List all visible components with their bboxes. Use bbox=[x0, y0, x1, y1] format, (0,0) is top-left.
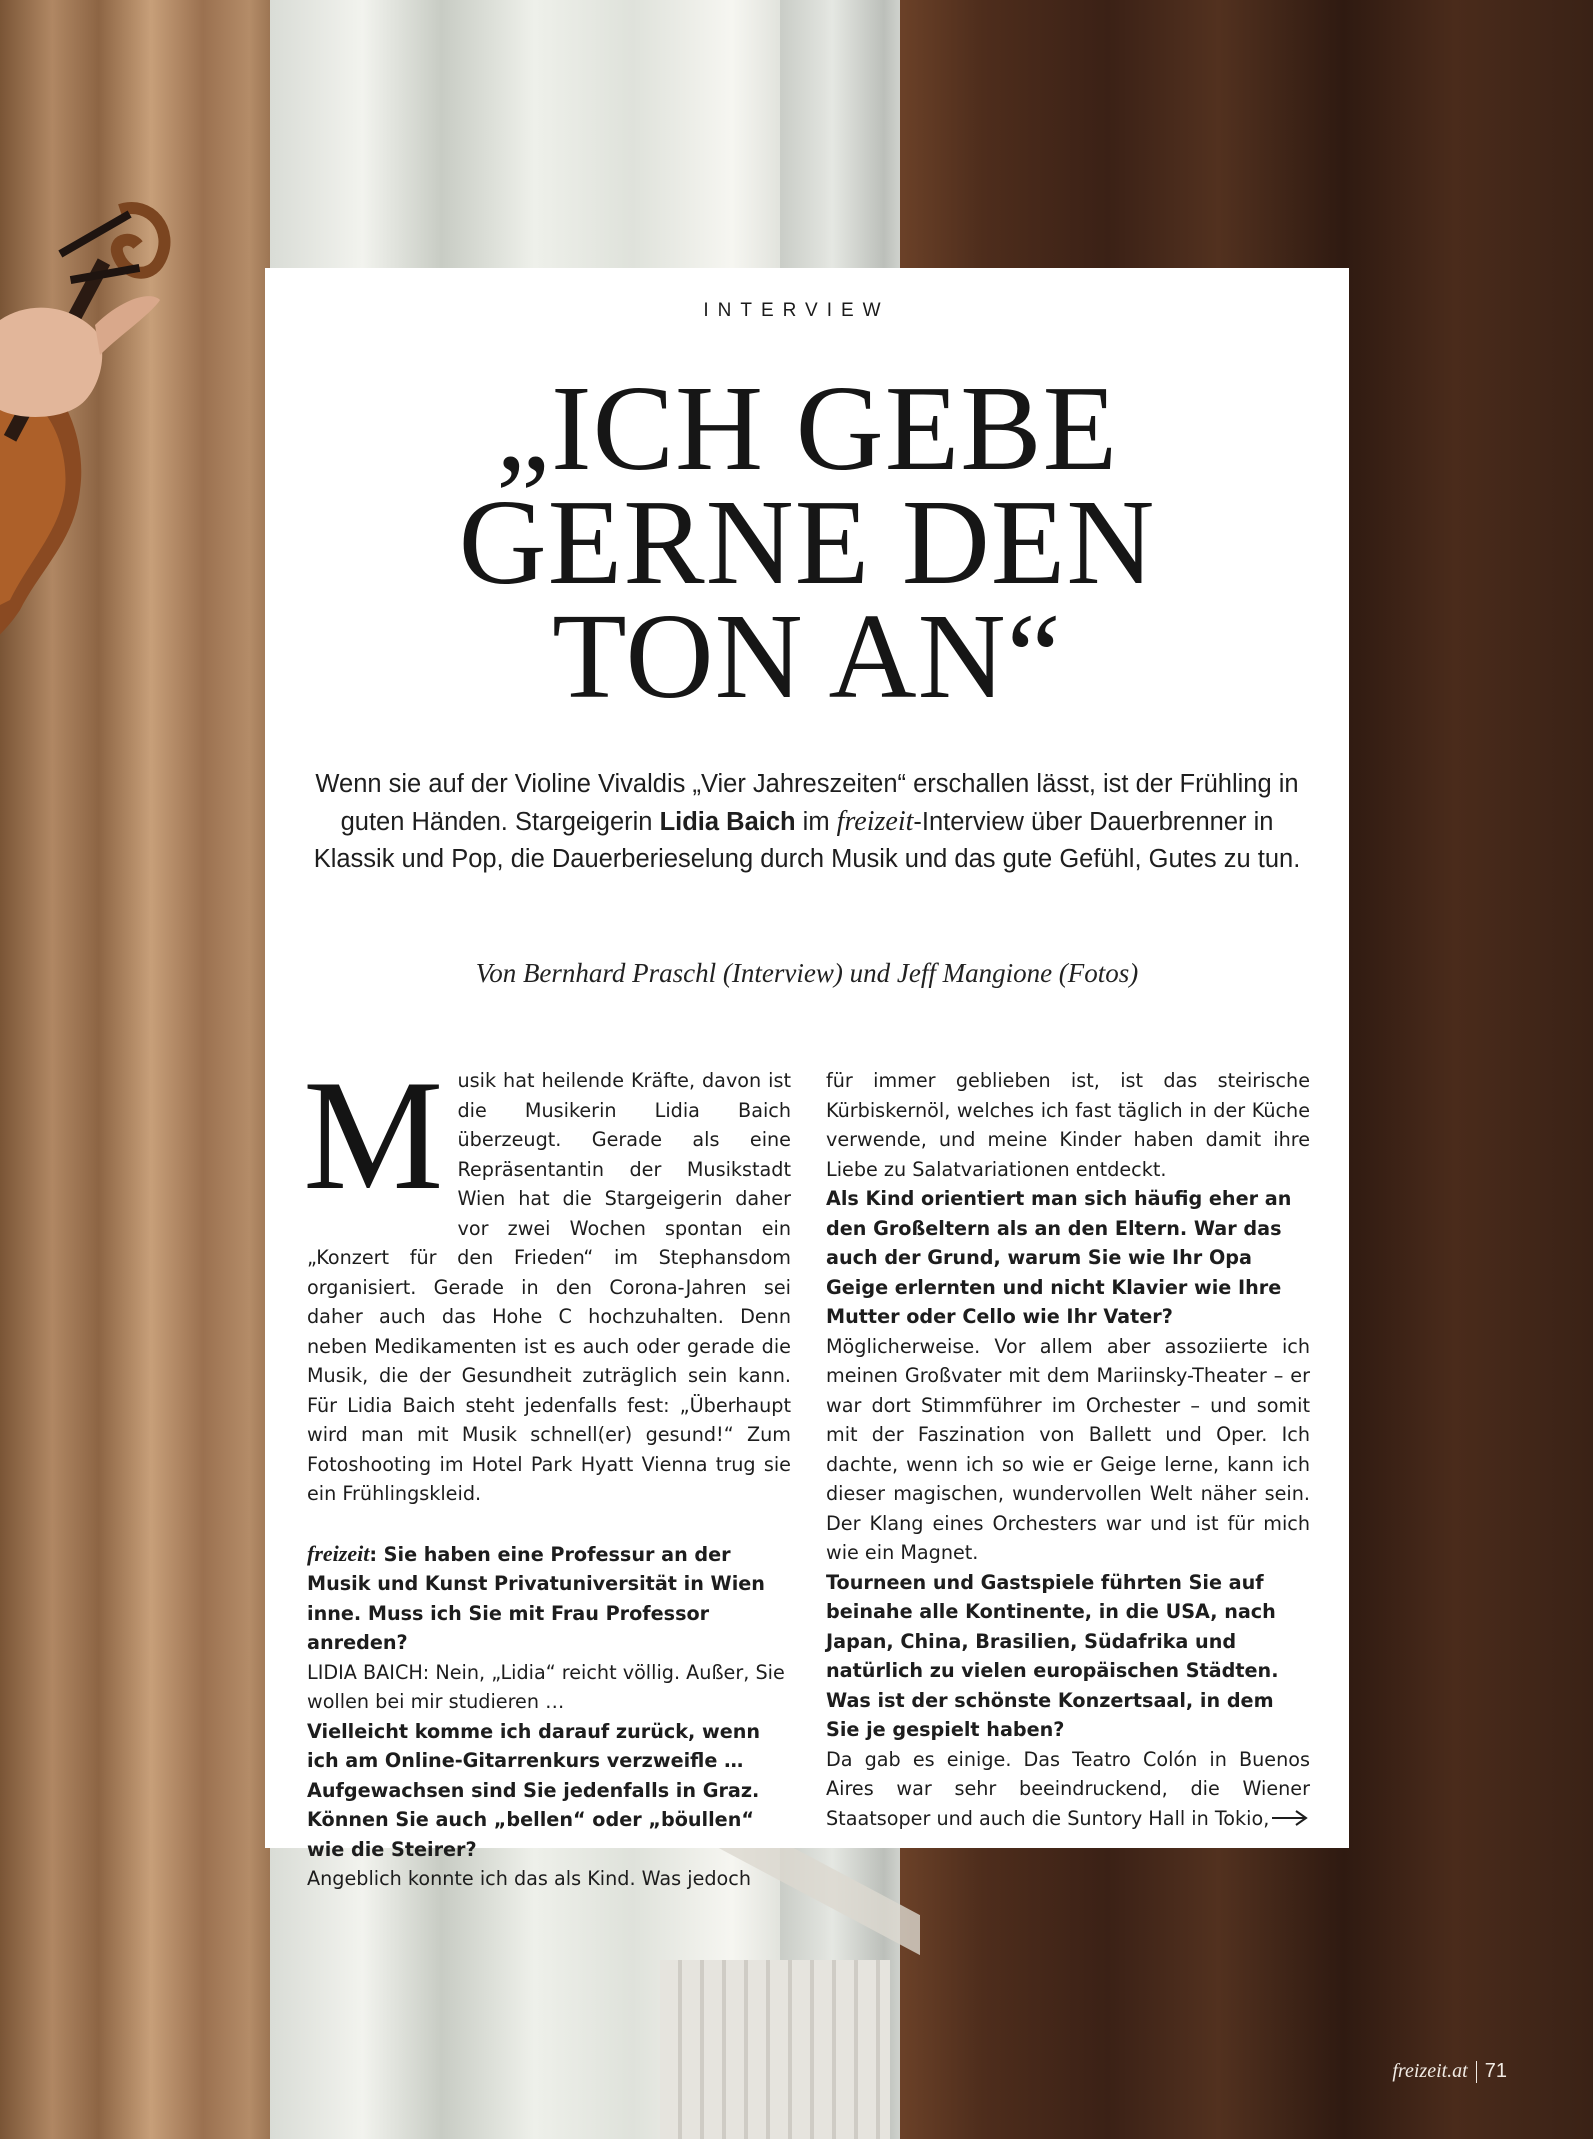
article-column-left bbox=[303, 1048, 791, 1894]
violin-image bbox=[0, 190, 230, 650]
standfirst-text-3: -Interview über Dauerbrenner in Klassik und Pop, die Dauerberieselung durch Musik und das gute Gefühl, Gutes zu tun. bbox=[313, 808, 1301, 873]
page-title bbox=[265, 361, 1349, 724]
continue-arrow-icon bbox=[1270, 1808, 1310, 1828]
radiator bbox=[660, 1960, 890, 2139]
headline-line-1: „ICH GEBE bbox=[495, 361, 1119, 496]
page-footer bbox=[1392, 2060, 1507, 2083]
kicker-text: INTERVIEW bbox=[703, 300, 890, 321]
footer-divider bbox=[1476, 2061, 1477, 2083]
headline-line-3: TON AN“ bbox=[552, 589, 1062, 724]
question-1-text: : Sie haben eine Professur an der Musik und Kunst Privatuniversität in Wien inne. Muss ich Sie mit Frau Professor anreden? bbox=[307, 1542, 765, 1654]
answer-1 bbox=[307, 1658, 791, 1717]
question-4: Tourneen und Gastspiele führten Sie auf beinahe alle Kontinente, in die USA, nach Japan, China, Brasilien, Südafrika und natürlich zu vielen europäischen Städten. Was ist der schönste Konzertsaal, in dem Sie je gespielt haben? bbox=[826, 1570, 1279, 1741]
answer-2-end: für immer geblieben ist, ist das steirische Kürbiskernöl, welches ich fast täglich in der Küche verwende, und meine Kinder haben damit ihre Liebe zu Salatvariationen entdeckt. bbox=[826, 1069, 1310, 1181]
footer-site: freizeit.at bbox=[1392, 2060, 1468, 2082]
drop-cap: M bbox=[303, 1048, 444, 1223]
question-1 bbox=[307, 1539, 791, 1658]
section-kicker bbox=[0, 300, 1593, 322]
question-2: Vielleicht komme ich darauf zurück, wenn ich am Online-Gitarrenkurs verzweifle … Aufgewachsen sind Sie jedenfalls in Graz. Können Sie auch „bellen“ oder „böullen“ wie die Steirer? bbox=[307, 1719, 761, 1861]
standfirst-text-1: Wenn sie auf der Violine Vivaldis „Vier Jahreszeiten“ erschallen lässt, ist der Frühling in guten Händen. Stargeigerin bbox=[315, 770, 1299, 836]
article-column-right bbox=[826, 1066, 1310, 1833]
question-3: Als Kind orientiert man sich häufig eher an den Großeltern als an den Eltern. War das auch der Grund, warum Sie wie Ihr Opa Geige erlernten und nicht Klavier wie Ihre Mutter oder Cello wie Ihr Vater? bbox=[826, 1187, 1292, 1328]
headline-line-2: GERNE DEN bbox=[458, 475, 1156, 610]
answer-1-speaker: LIDIA BAICH bbox=[307, 1660, 423, 1684]
standfirst-brand: freizeit bbox=[836, 806, 914, 837]
answer-2-start: Angeblich konnte ich das als Kind. Was jedoch bbox=[307, 1867, 752, 1890]
intro-paragraph: usik hat heilende Kräfte, davon ist die Musikerin Lidia Baich überzeugt. Gerade als eine Repräsentantin der Musikstadt Wien hat die Stargeigerin daher vor zwei Wochen spontan ein „Konzert für den Frieden“ im Stephansdom organisiert. Gerade in den Corona-Jahren sei daher auch das Hohe C hochzuhalten. Denn neben Medikamenten ist es auch oder gerade die Musik, die der Gesundheit zuträglich sein kann. Für Lidia Baich steht jedenfalls fest: „Überhaupt wird man mit Musik schnell(er) gesund!“ Zum Fotoshooting im Hotel Park Hyatt Vienna trug sie ein Frühlingskleid. bbox=[307, 1069, 791, 1505]
page-number: 71 bbox=[1484, 2060, 1507, 2082]
answer-1-text: : Nein, „Lidia“ reicht völlig. Außer, Sie wollen bei mir studieren … bbox=[307, 1660, 785, 1713]
answer-4-text: Da gab es einige. Das Teatro Colón in Buenos Aires war sehr beeindruckend, die Wiener Staatsoper und auch die Suntory Hall in Tokio, bbox=[826, 1747, 1310, 1830]
standfirst-name: Lidia Baich bbox=[659, 808, 796, 836]
byline: Von Bernhard Praschl (Interview) und Jeff Mangione (Fotos) bbox=[475, 958, 1139, 988]
question-1-brand: freizeit bbox=[307, 1540, 370, 1566]
standfirst bbox=[300, 766, 1314, 878]
answer-3: Möglicherweise. Vor allem aber assoziierte ich meinen Großvater mit dem Mariinsky-Theater – er war dort Stimmführer im Orchester – und somit mit der Faszination von Ballett und Oper. Ich dachte, wenn ich so wie er Geige lerne, kann ich dieser magischen, wundervollen Welt näher sein. Der Klang eines Orchesters war und ist für mich wie ein Magnet. bbox=[826, 1334, 1310, 1564]
answer-4 bbox=[826, 1745, 1310, 1834]
standfirst-text-2: im bbox=[795, 808, 837, 836]
